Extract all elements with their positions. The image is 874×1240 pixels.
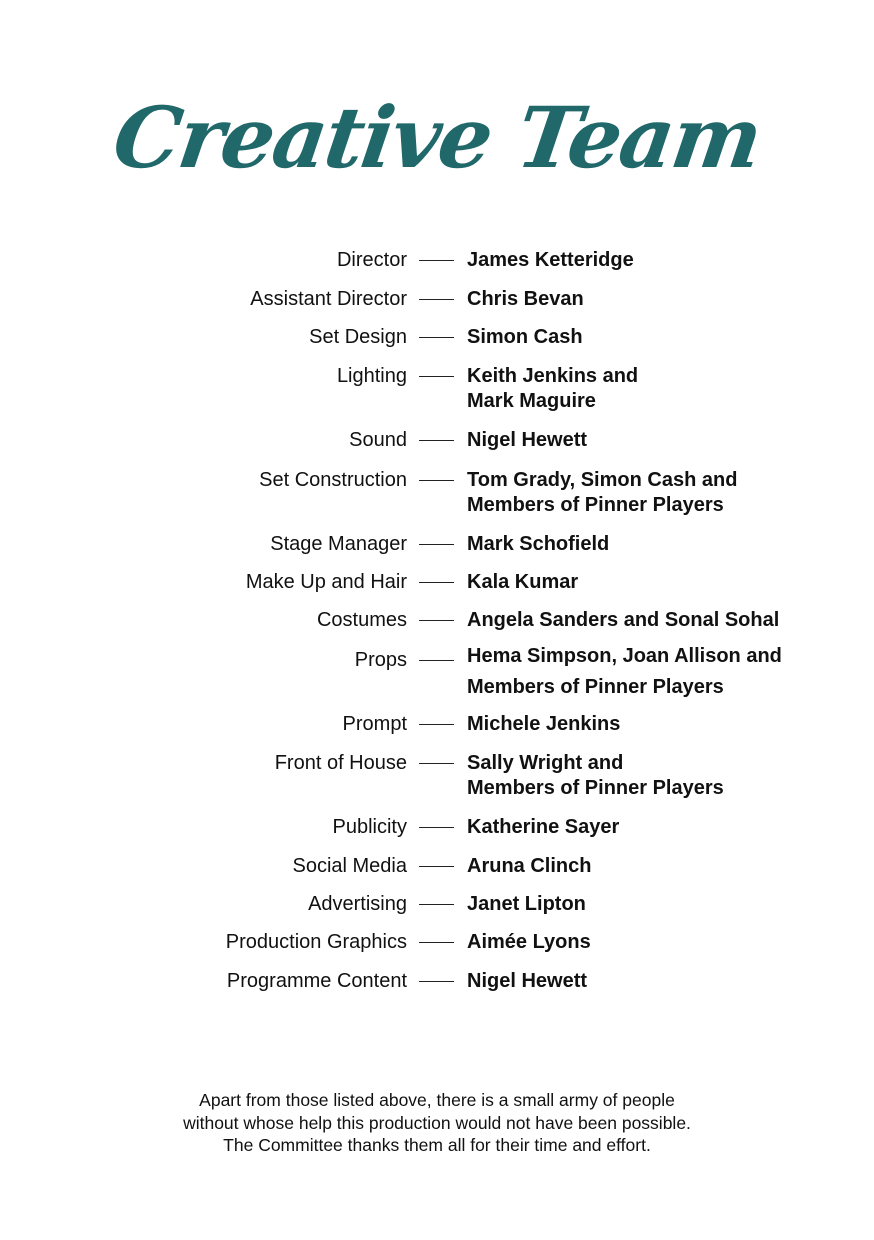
credit-name: Angela Sanders and Sonal Sohal [467,609,780,631]
credit-role: Front of House [274,752,407,774]
acknowledgement-line: Apart from those listed above, there is a small army of people [199,1090,675,1110]
credit-name: Keith Jenkins and Mark Maguire [467,365,639,412]
credit-row-set-construction [0,468,874,516]
dash-divider [419,660,454,661]
acknowledgement-line: without whose help this production would not have been possible. [183,1112,691,1133]
credit-role: Assistant Director [250,288,407,310]
credit-name: Aimée Lyons [467,931,591,953]
credit-name: Nigel Hewett [467,970,588,992]
credit-name: Katherine Sayer [467,816,620,838]
page-title: Creative Team [107,88,767,187]
credit-role: Make Up and Hair [245,571,407,593]
credit-role: Set Design [309,326,407,348]
credit-row-programme-content [0,969,874,997]
credit-row-costumes [0,608,874,636]
acknowledgement-line: The Committee thanks them all for their time and effort. [223,1135,651,1155]
acknowledgement-text [0,1089,874,1157]
credit-row-advertising [0,892,874,920]
dash-divider [419,376,454,377]
credit-name: Chris Bevan [467,288,584,310]
credit-name: Nigel Hewett [467,429,588,451]
dash-divider [419,620,454,621]
credit-row-front-of-house [0,751,874,799]
credit-role: Publicity [332,816,407,838]
credit-role: Set Construction [259,469,407,491]
dash-divider [419,299,454,300]
credit-row-stage-manager [0,532,874,560]
dash-divider [419,480,454,481]
dash-divider [419,260,454,261]
dash-divider [419,827,454,828]
credit-row-assistant-director [0,287,874,315]
credit-row-lighting [0,364,874,412]
credit-name: Tom Grady, Simon Cash and Members of Pinner Players [467,469,738,516]
credit-name: Kala Kumar [467,571,579,593]
credit-name: Janet Lipton [467,893,586,915]
dash-divider [419,942,454,943]
credit-role: Stage Manager [270,533,407,555]
credit-role: Director [336,249,407,271]
credit-role: Production Graphics [225,931,407,953]
dash-divider [419,582,454,583]
credit-row-social-media [0,854,874,882]
credit-name: James Ketteridge [467,249,634,271]
credit-name: Simon Cash [467,326,583,348]
dash-divider [419,337,454,338]
credit-row-set-design [0,325,874,353]
dash-divider [419,440,454,441]
credit-row-production-graphics [0,930,874,958]
credit-role: Props [354,649,407,671]
credit-name: Sally Wright and Members of Pinner Players [467,752,724,799]
credit-row-prompt [0,712,874,740]
credit-row-make-up-and-hair [0,570,874,598]
dash-divider [419,724,454,725]
dash-divider [419,544,454,545]
dash-divider [419,904,454,905]
credit-name: Mark Schofield [467,533,610,555]
credit-role: Prompt [342,713,407,735]
credit-row-publicity [0,815,874,843]
credit-role: Costumes [316,609,407,631]
credit-row-sound [0,428,874,456]
dash-divider [419,866,454,867]
credit-role: Advertising [308,893,407,915]
credit-role: Social Media [292,855,407,877]
credit-role: Lighting [336,365,407,387]
credit-row-props [0,645,874,698]
dash-divider [419,763,454,764]
credit-name: Hema Simpson, Joan Allison and Members of Pinner Players [467,645,782,698]
credit-name: Aruna Clinch [467,855,592,877]
credit-role: Sound [349,429,407,451]
credit-row-director [0,248,874,276]
dash-divider [419,981,454,982]
credit-role: Programme Content [226,970,407,992]
credit-name: Michele Jenkins [467,713,621,735]
